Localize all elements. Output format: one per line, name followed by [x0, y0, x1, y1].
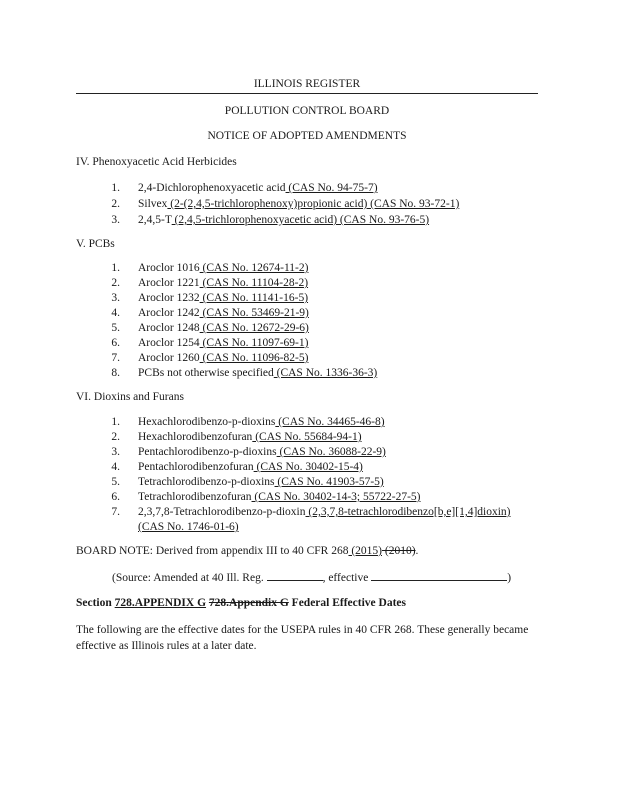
- list-item: [138, 277, 308, 289]
- item-number: 6.: [111, 337, 120, 349]
- board-note-inserted: (2015): [348, 545, 382, 557]
- item-number: 3.: [111, 446, 120, 458]
- appendix-inserted: 728.APPENDIX G: [114, 597, 207, 609]
- item-number: 2.: [111, 431, 120, 443]
- header-rule: [76, 93, 538, 94]
- item-number: 1.: [111, 182, 120, 194]
- item-text: Aroclor 1254: [138, 337, 200, 349]
- item-inserted-text: (CAS No. 41903-57-5): [274, 476, 384, 488]
- item-text: 2,3,7,8-Tetrachlorodibenzo-p-dioxin: [138, 506, 306, 518]
- list-item: [138, 431, 362, 443]
- item-inserted-text: (CAS No. 36088-22-9): [276, 446, 386, 458]
- item-inserted-text: (CAS No. 12674-11-2): [199, 262, 309, 274]
- item-inserted-text: (2,3,7,8-tetrachlorodibenzo[b,e][1,4]dioxin): [305, 506, 511, 518]
- source-line: [112, 570, 511, 584]
- list-item: [138, 416, 385, 428]
- list-item: [138, 307, 309, 319]
- item-inserted-text: (CAS No. 1336-36-3): [273, 367, 378, 379]
- board-title: POLLUTION CONTROL BOARD: [224, 105, 390, 117]
- item-text: Tetrachlorodibenzofuran: [138, 491, 252, 503]
- item-number: 7.: [111, 506, 120, 518]
- board-note-deleted: (2010): [382, 545, 416, 557]
- section-heading: V. PCBs: [76, 238, 115, 250]
- source-text: (Source: Amended at 40 Ill. Reg.: [112, 572, 264, 584]
- item-text: Pentachlorodibenzofuran: [138, 461, 254, 473]
- item-inserted-text: (2-(2,4,5-trichlorophenoxy)propionic acid) (CAS No. 93-72-1): [167, 198, 460, 210]
- item-inserted-text: (CAS No. 11097-69-1): [199, 337, 309, 349]
- item-text: 2,4-Dichlorophenoxyacetic acid: [138, 182, 286, 194]
- appendix-deleted: 728.Appendix G: [208, 597, 289, 609]
- item-number: 3.: [111, 292, 120, 304]
- list-item: [138, 491, 421, 503]
- item-text: Aroclor 1016: [138, 262, 200, 274]
- list-item: [138, 182, 378, 194]
- item-number: 3.: [111, 214, 120, 226]
- board-note: [76, 545, 418, 557]
- source-close: ): [507, 572, 512, 584]
- board-note-text: BOARD NOTE: Derived from appendix III to 40 CFR 268: [76, 545, 349, 557]
- item-number: 4.: [111, 461, 120, 473]
- appendix-section-label: Section: [76, 597, 115, 609]
- board-note-end: .: [415, 545, 419, 557]
- item-inserted-text: (CAS No. 11141-16-5): [199, 292, 309, 304]
- item-text: Aroclor 1248: [138, 322, 200, 334]
- source-effective-text: , effective: [322, 572, 369, 584]
- list-item: [138, 214, 429, 226]
- list-item: [138, 352, 308, 364]
- item-text: Pentachlorodibenzo-p-dioxins: [138, 446, 277, 458]
- item-number: 7.: [111, 352, 120, 364]
- item-inserted-text-continued: (CAS No. 1746-01-6): [138, 521, 239, 533]
- item-text: Hexachlorodibenzo-p-dioxins: [138, 416, 276, 428]
- item-text: Hexachlorodibenzofuran: [138, 431, 253, 443]
- body-paragraph: The following are the effective dates for the USEPA rules in 40 CFR 268. These generally became effective as Illinois rules at a later date.: [76, 624, 529, 652]
- item-text: Silvex: [138, 198, 168, 210]
- item-number: 5.: [111, 322, 120, 334]
- item-text: Aroclor 1221: [138, 277, 200, 289]
- list-item: [138, 506, 511, 518]
- notice-title: NOTICE OF ADOPTED AMENDMENTS: [207, 130, 407, 142]
- item-number: 8.: [111, 367, 120, 379]
- item-inserted-text: (CAS No. 34465-46-8): [275, 416, 385, 428]
- effective-date-blank[interactable]: [371, 570, 507, 581]
- register-title: ILLINOIS REGISTER: [253, 78, 361, 90]
- item-inserted-text: (2,4,5-trichlorophenoxyacetic acid) (CAS No. 93-76-5): [171, 214, 430, 226]
- item-inserted-text: (CAS No. 94-75-7): [285, 182, 378, 194]
- section-heading: IV. Phenoxyacetic Acid Herbicides: [76, 156, 237, 168]
- appendix-heading: [76, 597, 406, 609]
- item-inserted-text: (CAS No. 11104-28-2): [199, 277, 309, 289]
- item-text: Aroclor 1232: [138, 292, 200, 304]
- item-text: Aroclor 1242: [138, 307, 200, 319]
- item-text: Aroclor 1260: [138, 352, 200, 364]
- list-item: [138, 461, 363, 473]
- item-number: 5.: [111, 476, 120, 488]
- item-number: 2.: [111, 277, 120, 289]
- item-inserted-text: (CAS No. 30402-14-3; 55722-27-5): [251, 491, 421, 503]
- list-item: [138, 262, 308, 274]
- item-text: PCBs not otherwise specified: [138, 367, 274, 379]
- list-item: [138, 367, 377, 379]
- item-number: 2.: [111, 198, 120, 210]
- list-item: [138, 292, 308, 304]
- item-text: Tetrachlorodibenzo-p-dioxins: [138, 476, 275, 488]
- list-item: [138, 322, 309, 334]
- item-text: 2,4,5-T: [138, 214, 172, 226]
- register-issue-blank[interactable]: [267, 570, 323, 581]
- item-inserted-text: (CAS No. 53469-21-9): [199, 307, 309, 319]
- item-number: 1.: [111, 416, 120, 428]
- list-item: [138, 446, 386, 458]
- item-inserted-text: (CAS No. 55684-94-1): [252, 431, 362, 443]
- item-number: 6.: [111, 491, 120, 503]
- list-item: [138, 476, 384, 488]
- item-inserted-text: (CAS No. 30402-15-4): [253, 461, 363, 473]
- section-heading: VI. Dioxins and Furans: [76, 391, 184, 403]
- item-number: 1.: [111, 262, 120, 274]
- list-item: [138, 337, 308, 349]
- item-number: 4.: [111, 307, 120, 319]
- list-item: [138, 198, 459, 210]
- appendix-title: Federal Effective Dates: [288, 597, 406, 609]
- item-inserted-text: (CAS No. 12672-29-6): [199, 322, 309, 334]
- item-inserted-text: (CAS No. 11096-82-5): [199, 352, 309, 364]
